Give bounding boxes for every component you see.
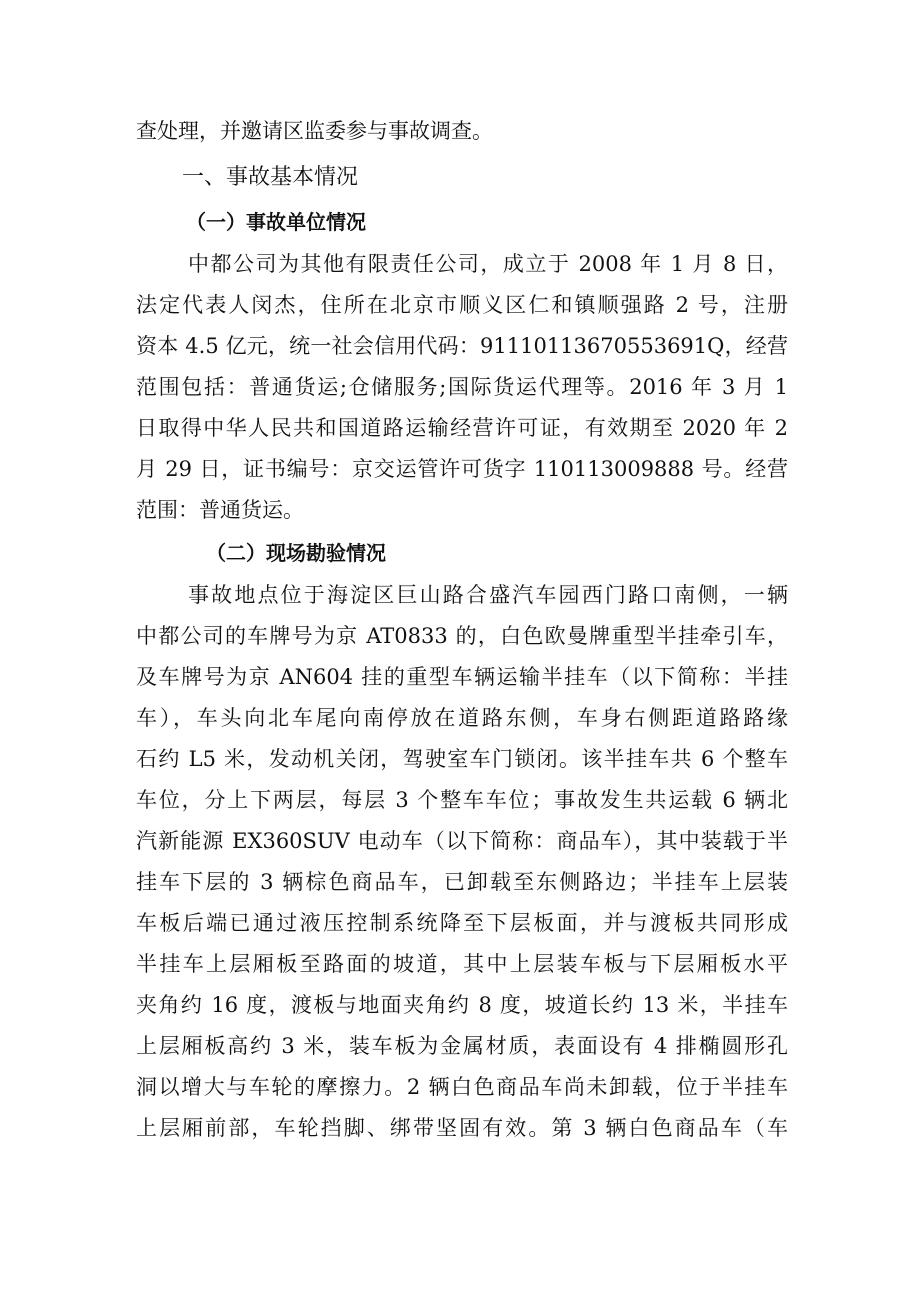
section-heading-basic-info: 一、事故基本情况 — [182, 165, 359, 190]
subsection-heading-site-inspection: （二）现场勘验情况 — [206, 541, 386, 565]
paragraph-line: 半挂车上层厢板至路面的坡道，其中上层装车板与下层厢板水平 — [136, 952, 788, 976]
paragraph-line: 日取得中华人民共和国道路运输经营许可证，有效期至 2020 年 2 — [136, 416, 788, 440]
paragraph-line: 中都公司的车牌号为京 AT0833 的，白色欧曼牌重型半挂牵引车， — [136, 624, 788, 648]
document-body — [136, 111, 788, 1149]
paragraph-line: 月 29 日，证书编号：京交运管许可货字 110113009888 号。经营 — [136, 457, 788, 481]
paragraph-line: 车），车头向北车尾向南停放在道路东侧，车身右侧距道路路缘 — [136, 706, 788, 730]
paragraph-line: 车位，分上下两层，每层 3 个整车车位；事故发生共运载 6 辆北 — [136, 788, 788, 812]
paragraph-line: 挂车下层的 3 辆棕色商品车，已卸载至东侧路边；半挂车上层装 — [136, 870, 788, 894]
paragraph-line: 法定代表人闵杰，住所在北京市顺义区仁和镇顺强路 2 号，注册 — [136, 293, 788, 317]
intro-line: 查处理，并邀请区监委参与事故调查。 — [136, 119, 493, 143]
paragraph-line: 范围：普通货运。 — [136, 498, 304, 522]
paragraph-line: 车板后端已通过液压控制系统降至下层板面，并与渡板共同形成 — [136, 911, 788, 935]
paragraph-line: 范围包括：普通货运;仓储服务;国际货运代理等。2016 年 3 月 1 — [136, 375, 788, 399]
site-inspection-paragraph — [136, 575, 788, 1149]
paragraph-line: 石约 L5 米，发动机关闭，驾驶室车门锁闭。该半挂车共 6 个整车 — [136, 747, 788, 771]
paragraph-line: 事故地点位于海淀区巨山路合盛汽车园西门路口南侧，一辆 — [188, 583, 788, 607]
paragraph-line: 资本 4.5 亿元，统一社会信用代码：91110113670553691Q，经营 — [136, 334, 788, 358]
paragraph-line: 洞以增大与车轮的摩擦力。2 辆白色商品车尚未卸载，位于半挂车 — [136, 1075, 788, 1099]
company-info-paragraph — [136, 244, 788, 531]
paragraph-line: 上层厢板高约 3 米，装车板为金属材质，表面设有 4 排椭圆形孔 — [136, 1034, 788, 1058]
paragraph-line: 夹角约 16 度，渡板与地面夹角约 8 度，坡道长约 13 米，半挂车 — [136, 993, 788, 1017]
paragraph-line: 上层厢前部，车轮挡脚、绑带坚固有效。第 3 辆白色商品车（车 — [136, 1116, 788, 1140]
subsection-heading-company-info: （一）事故单位情况 — [186, 210, 366, 234]
paragraph-line: 汽新能源 EX360SUV 电动车（以下简称：商品车），其中装载于半 — [136, 829, 788, 853]
paragraph-line: 及车牌号为京 AN604 挂的重型车辆运输半挂车（以下简称：半挂 — [136, 665, 788, 689]
paragraph-line: 中都公司为其他有限责任公司，成立于 2008 年 1 月 8 日， — [188, 252, 788, 276]
